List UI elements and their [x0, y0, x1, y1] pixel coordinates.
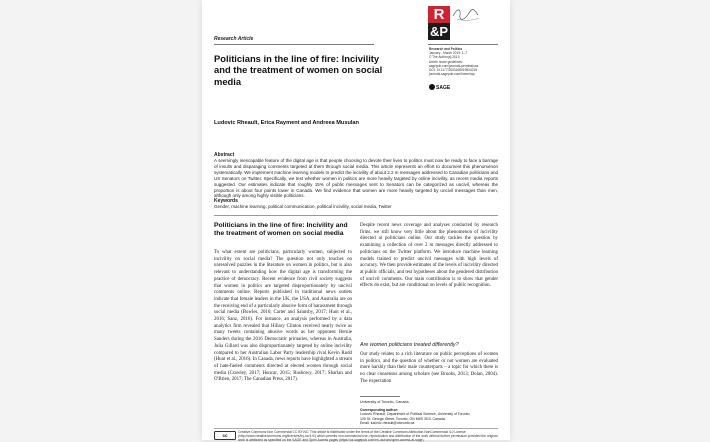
meta-link[interactable]: journals.sagepub.com/home/rap [429, 72, 475, 77]
abstract-text: A seemingly inescapable feature of the digital age is that people choosing to devote their lives to politics must now be ready to face a barrage of insults and disparaging comments targeted at them through social media. This article represents an effort to document this phenomenon systematically. We implement machine learning models to predict the incivility of about 2.2 m messages addressed to Canadian politicians and US Senators on Twitter. Specifically, we test whether women in politics are more heavily targeted by online incivility, as recent media reports suggested. Our estimates indicate that roughly 15% of public messages sent to Senators can be categorized as uncivil, whereas the proportion is about four points lower in Canada. We find evidence that women are more heavily targeted by uncivil messages than men, although only among highly visible politicians. [214, 158, 498, 199]
sage-mark-icon [429, 84, 435, 90]
corresponding-author [360, 408, 500, 426]
logo-r-block: R [428, 6, 450, 23]
abstract-heading: Abstract [214, 152, 235, 158]
logo-amp-text: & [429, 24, 440, 39]
section-divider [214, 215, 498, 216]
body-column-right-continued: Our study relates to a rich literature on public perceptions of women in politics, and the question of whether or not women are evaluated more harshly than their male counterparts – a topic for which there is no clear consensus among scholars (see Brooks, 2013; Dolan, 2004). The expectation [360, 352, 498, 384]
meta-line: © The Author(s) 2019 [429, 55, 460, 60]
author-list: Ludovic Rheault, Erica Rayment and Andreea Musulan [214, 120, 359, 126]
corr-line: 100 St. George Street, Toronto, ON M5S 3G3, Canada. [360, 416, 446, 421]
section-label: Research Article [214, 36, 254, 42]
journal-meta [429, 47, 507, 76]
corr-label: Corresponding author: [360, 408, 399, 412]
keywords-text: Gender, machine learning, political communication, political incivility, social media, Twitter [214, 204, 392, 209]
publisher-name: SAGE [436, 85, 451, 91]
journal-script-logo-icon [451, 6, 481, 24]
footnote-rule [360, 396, 400, 397]
creative-commons-icon: cc [214, 431, 236, 440]
corr-email[interactable]: Email: ludovic.rheault@utoronto.ca [360, 421, 415, 426]
journal-logo [428, 6, 450, 40]
meta-line: January - March 2019: 1–7 [429, 51, 468, 56]
license-rule [214, 428, 498, 429]
affiliation: University of Toronto, Canada [360, 400, 409, 404]
keywords-heading: Keywords [214, 198, 238, 204]
meta-rule [428, 44, 498, 45]
logo-amp-block [428, 23, 450, 40]
body-column-left: To what extent are politicians, particularly women, subjected to incivility on social media? The question not only touches on unresolved puzzles in the literature on women in politics, but is also relevant to understanding how the digital age is transforming the practice of democracy. Recent evidence from civil society suggests that women in politics are targeted disproportionately by uncivil comments online. Reports published in traditional news outlets indicate that female leaders in the UK, the USA, and Australia are on the receiving end of a particularly abusive form of harassment through social media (Bowles, 2016; Carter and Saunsby, 2017; Hunt et al., 2016; Sanz, 2016). For instance, an analysis performed by a data analytics firm revealed that Hillary Clinton received nearly twice as many tweets containing abusive words as her opponent Bernie Sanders during the 2016 Democratic primaries, whereas in Australia, Julia Gillard was also disproportionately targeted by online incivility compared to her Australian Labor Party leadership rival Kevin Rudd (Hunt et al., 2016). In Canada, news reports have highlighted a stream of hate-fueled comments directed at elected women through social media (Crawley, 2017; Huncar, 2015; Rushowy, 2017; Sharlan and O'Brien, 2017; The Canadian Press, 2017). [214, 250, 352, 383]
body-section-title: Politicians in the line of fire: Incivility and the treatment of women on social media [214, 222, 348, 238]
header-rule [214, 44, 374, 45]
meta-line: DOI: 10.1177/2053168019834218 [429, 68, 477, 73]
body-column-right: Despite recent news coverage and analyses conducted by research firms, we still know very little about the phenomenon of incivility directed at politicians online. Our study tackles the question by examining a collection of over 2 m messages directly addressed to politicians on the Twitter platform. We introduce machine learning models trained to predict uncivil messages with high levels of accuracy. We then provide estimates of the levels of incivility directed at public officials, and test hypotheses about the gendered distribution of uncivil comments. Our main contribution is to show that gender effects do exist, but are conditional on levels of public recognition. [360, 223, 498, 289]
corr-line: Ludovic Rheault, Department of Political Science, University of Toronto, [360, 412, 471, 417]
meta-line: Article reuse guidelines: [429, 59, 463, 64]
meta-line: Research and Politics [429, 47, 463, 51]
body-subheading: Are women politicians treated differently? [360, 342, 459, 348]
license-text: Creative Commons Non Commercial CC BY-NC: This article is distributed under the terms of the Creative Commons Attribution-NonCommercial 4.0 License (http://www.creativecommons.org/licenses/by-nc/4.0/) which permits non-commercial use, reproduction and distribution of the work without further permission provided the original work is attributed as specified on the SAGE and Open Access pages (https://us.sagepub.com/en-us/nam/open-access-at-sage). [238, 430, 498, 442]
logo-p-text: P [439, 24, 449, 39]
publisher-logo [429, 84, 450, 91]
article-page [202, 0, 510, 440]
article-title: Politicians in the line of fire: Incivility and the treatment of women on social media [214, 53, 383, 87]
meta-link[interactable]: sagepub.com/journals-permissions [429, 63, 479, 68]
